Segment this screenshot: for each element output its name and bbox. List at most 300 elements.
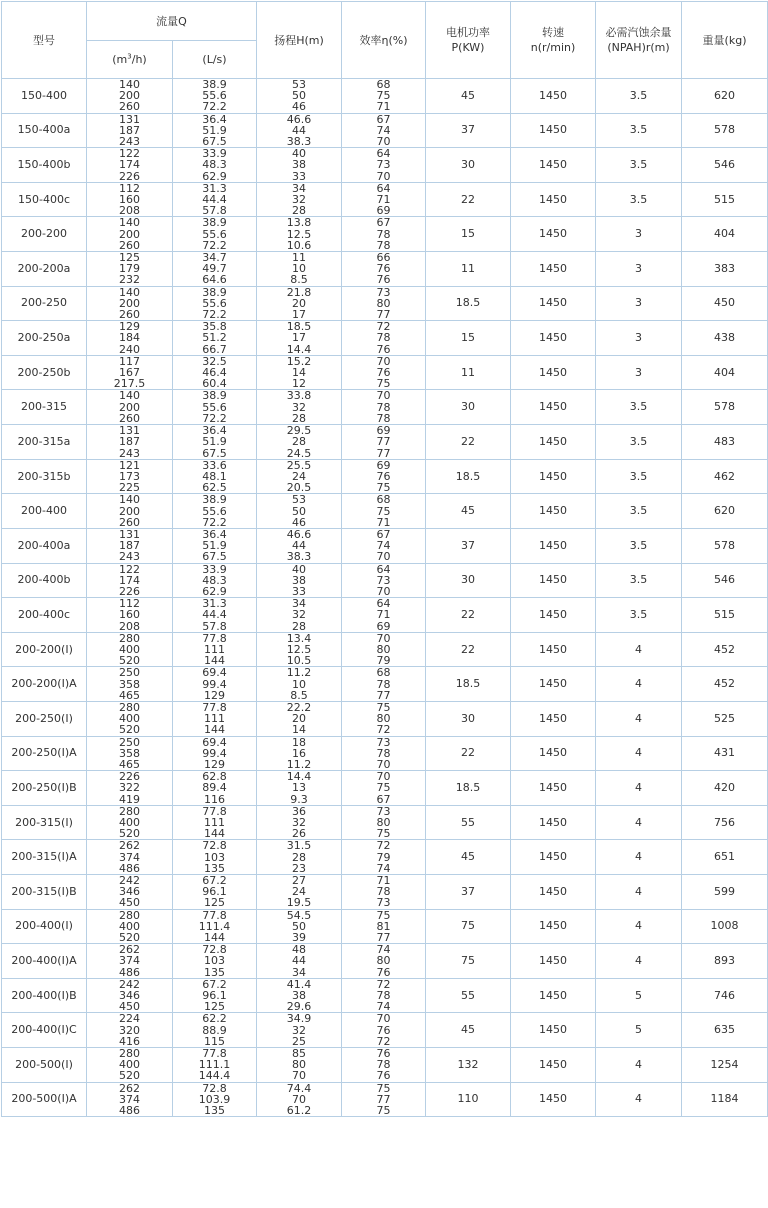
- head-cell: 12.5: [257, 229, 342, 240]
- flow-m3h-cell: 322: [87, 782, 173, 793]
- flow-m3h-cell: 232: [87, 274, 173, 286]
- speed-cell: 1450: [511, 494, 596, 529]
- efficiency-cell: 74: [342, 540, 426, 551]
- head-cell: 18: [257, 736, 342, 748]
- head-cell: 50: [257, 90, 342, 101]
- npsh-cell: 3.5: [596, 390, 682, 425]
- speed-cell: 1450: [511, 321, 596, 356]
- head-cell: 15.2: [257, 355, 342, 367]
- efficiency-cell: 74: [342, 863, 426, 875]
- flow-ls-cell: 99.4: [173, 679, 257, 690]
- head-cell: 34: [257, 967, 342, 979]
- speed-cell: 1450: [511, 598, 596, 633]
- efficiency-cell: 75: [342, 782, 426, 793]
- efficiency-cell: 67: [342, 217, 426, 229]
- head-cell: 28: [257, 621, 342, 633]
- flow-ls-cell: 67.5: [173, 136, 257, 148]
- flow-m3h-cell: 262: [87, 1082, 173, 1094]
- speed-cell: 1450: [511, 390, 596, 425]
- head-cell: 14: [257, 367, 342, 378]
- head-cell: 8.5: [257, 690, 342, 702]
- model-cell: 200-200(I)A: [2, 667, 87, 702]
- flow-ls-cell: 77.8: [173, 632, 257, 644]
- flow-m3h-cell: 140: [87, 286, 173, 298]
- npsh-cell: 4: [596, 875, 682, 910]
- flow-ls-cell: 111: [173, 817, 257, 828]
- flow-m3h-cell: 160: [87, 609, 173, 620]
- speed-cell: 1450: [511, 425, 596, 460]
- power-cell: 11: [426, 252, 511, 287]
- flow-m3h-cell: 224: [87, 1013, 173, 1025]
- flow-m3h-cell: 520: [87, 828, 173, 840]
- flow-ls-cell: 144: [173, 828, 257, 840]
- power-cell: 37: [426, 113, 511, 148]
- efficiency-cell: 75: [342, 506, 426, 517]
- flow-ls-cell: 72.2: [173, 101, 257, 113]
- flow-ls-cell: 67.2: [173, 978, 257, 990]
- head-cell: 41.4: [257, 978, 342, 990]
- speed-cell: 1450: [511, 701, 596, 736]
- power-cell: 22: [426, 182, 511, 217]
- flow-m3h-cell: 280: [87, 701, 173, 713]
- efficiency-cell: 64: [342, 563, 426, 575]
- head-cell: 32: [257, 609, 342, 620]
- head-cell: 25: [257, 1036, 342, 1048]
- head-cell: 12: [257, 378, 342, 390]
- flow-m3h-cell: 374: [87, 955, 173, 966]
- speed-cell: 1450: [511, 1082, 596, 1117]
- flow-ls-cell: 115: [173, 1036, 257, 1048]
- flow-ls-cell: 88.9: [173, 1025, 257, 1036]
- model-cell: 200-200(I): [2, 632, 87, 667]
- model-cell: 200-400(I)A: [2, 944, 87, 979]
- head-cell: 74.4: [257, 1082, 342, 1094]
- table-row: [2, 805, 768, 817]
- flow-ls-cell: 51.9: [173, 540, 257, 551]
- speed-cell: 1450: [511, 805, 596, 840]
- efficiency-cell: 78: [342, 413, 426, 425]
- speed-cell: 1450: [511, 944, 596, 979]
- head-cell: 36: [257, 805, 342, 817]
- flow-ls-cell: 125: [173, 1001, 257, 1013]
- head-cell: 38: [257, 990, 342, 1001]
- npsh-cell: 4: [596, 909, 682, 944]
- efficiency-cell: 76: [342, 1025, 426, 1036]
- flow-m3h-cell: 358: [87, 748, 173, 759]
- flow-m3h-cell: 173: [87, 471, 173, 482]
- head-cell: 85: [257, 1048, 342, 1060]
- head-cell: 44: [257, 955, 342, 966]
- flow-m3h-cell: 179: [87, 263, 173, 274]
- flow-ls-cell: 96.1: [173, 990, 257, 1001]
- flow-m3h-cell: 250: [87, 736, 173, 748]
- flow-m3h-cell: 260: [87, 101, 173, 113]
- pump-spec-table: [1, 1, 768, 1117]
- flow-m3h-cell: 419: [87, 794, 173, 806]
- table-row: [2, 182, 768, 194]
- flow-ls-cell: 44.4: [173, 609, 257, 620]
- flow-ls-cell: 72.2: [173, 240, 257, 252]
- flow-m3h-cell: 240: [87, 344, 173, 356]
- efficiency-cell: 78: [342, 748, 426, 759]
- flow-m3h-cell: 184: [87, 332, 173, 343]
- efficiency-cell: 73: [342, 805, 426, 817]
- efficiency-cell: 68: [342, 494, 426, 506]
- speed-cell: 1450: [511, 632, 596, 667]
- flow-m3h-cell: 140: [87, 390, 173, 402]
- power-cell: 30: [426, 701, 511, 736]
- efficiency-cell: 76: [342, 1048, 426, 1060]
- head-cell: 26: [257, 828, 342, 840]
- flow-m3h-cell: 250: [87, 667, 173, 679]
- model-cell: 200-250(I)A: [2, 736, 87, 771]
- flow-m3h-cell: 465: [87, 690, 173, 702]
- efficiency-cell: 67: [342, 794, 426, 806]
- flow-ls-cell: 103: [173, 955, 257, 966]
- efficiency-cell: 69: [342, 621, 426, 633]
- flow-ls-cell: 72.2: [173, 517, 257, 529]
- efficiency-cell: 72: [342, 1036, 426, 1048]
- model-cell: 200-250(I): [2, 701, 87, 736]
- flow-ls-cell: 55.6: [173, 506, 257, 517]
- model-cell: 200-400: [2, 494, 87, 529]
- flow-m3h-cell: 374: [87, 852, 173, 863]
- flow-ls-cell: 51.9: [173, 125, 257, 136]
- weight-cell: 1254: [682, 1048, 768, 1083]
- model-cell: 200-500(I): [2, 1048, 87, 1083]
- flow-ls-cell: 48.3: [173, 575, 257, 586]
- npsh-cell: 4: [596, 805, 682, 840]
- speed-cell: 1450: [511, 252, 596, 287]
- flow-ls-cell: 111: [173, 644, 257, 655]
- efficiency-cell: 64: [342, 182, 426, 194]
- weight-cell: 483: [682, 425, 768, 460]
- npsh-cell: 3: [596, 217, 682, 252]
- model-cell: 200-400c: [2, 598, 87, 633]
- flow-m3h-cell: 280: [87, 632, 173, 644]
- weight-cell: 578: [682, 390, 768, 425]
- model-cell: 150-400: [2, 79, 87, 114]
- flow-ls-cell: 62.9: [173, 171, 257, 183]
- efficiency-cell: 80: [342, 298, 426, 309]
- flow-m3h-cell: 520: [87, 724, 173, 736]
- flow-ls-cell: 77.8: [173, 701, 257, 713]
- efficiency-cell: 76: [342, 274, 426, 286]
- table-row: [2, 1082, 768, 1094]
- speed-cell: 1450: [511, 1013, 596, 1048]
- head-cell: 18.5: [257, 321, 342, 333]
- efficiency-cell: 70: [342, 771, 426, 783]
- efficiency-cell: 64: [342, 598, 426, 610]
- flow-ls-cell: 36.4: [173, 528, 257, 540]
- efficiency-cell: 78: [342, 332, 426, 343]
- table-row: [2, 459, 768, 471]
- flow-m3h-cell: 260: [87, 413, 173, 425]
- table-row: [2, 286, 768, 298]
- efficiency-cell: 74: [342, 1001, 426, 1013]
- power-cell: 22: [426, 425, 511, 460]
- header-power: 电机功率 P(KW): [426, 2, 511, 79]
- head-cell: 50: [257, 921, 342, 932]
- speed-cell: 1450: [511, 182, 596, 217]
- header-flow-ls: (L/s): [173, 41, 257, 79]
- efficiency-cell: 73: [342, 159, 426, 170]
- efficiency-cell: 75: [342, 378, 426, 390]
- speed-cell: 1450: [511, 79, 596, 114]
- npsh-cell: 3.5: [596, 182, 682, 217]
- efficiency-cell: 75: [342, 828, 426, 840]
- flow-m3h-cell: 358: [87, 679, 173, 690]
- flow-ls-cell: 116: [173, 794, 257, 806]
- head-cell: 14.4: [257, 771, 342, 783]
- head-cell: 34.9: [257, 1013, 342, 1025]
- flow-ls-cell: 46.4: [173, 367, 257, 378]
- efficiency-cell: 72: [342, 724, 426, 736]
- flow-m3h-cell: 112: [87, 598, 173, 610]
- table-row: [2, 840, 768, 852]
- head-cell: 14: [257, 724, 342, 736]
- flow-ls-cell: 77.8: [173, 909, 257, 921]
- head-cell: 40: [257, 563, 342, 575]
- head-cell: 13.4: [257, 632, 342, 644]
- flow-m3h-cell: 208: [87, 205, 173, 217]
- model-cell: 200-315(I)B: [2, 875, 87, 910]
- head-cell: 12.5: [257, 644, 342, 655]
- header-head: 扬程H(m): [257, 2, 342, 79]
- speed-cell: 1450: [511, 909, 596, 944]
- head-cell: 29.6: [257, 1001, 342, 1013]
- weight-cell: 756: [682, 805, 768, 840]
- npsh-cell: 3.5: [596, 494, 682, 529]
- head-cell: 10.5: [257, 655, 342, 667]
- head-cell: 34: [257, 598, 342, 610]
- flow-m3h-cell: 131: [87, 528, 173, 540]
- speed-cell: 1450: [511, 667, 596, 702]
- model-cell: 200-400(I)C: [2, 1013, 87, 1048]
- power-cell: 75: [426, 909, 511, 944]
- power-cell: 18.5: [426, 286, 511, 321]
- head-cell: 14.4: [257, 344, 342, 356]
- model-cell: 200-315a: [2, 425, 87, 460]
- flow-ls-cell: 55.6: [173, 229, 257, 240]
- weight-cell: 404: [682, 355, 768, 390]
- flow-ls-cell: 77.8: [173, 1048, 257, 1060]
- flow-m3h-cell: 129: [87, 321, 173, 333]
- flow-ls-cell: 96.1: [173, 886, 257, 897]
- npsh-cell: 3: [596, 355, 682, 390]
- flow-ls-cell: 77.8: [173, 805, 257, 817]
- power-cell: 37: [426, 528, 511, 563]
- header-efficiency: 效率η(%): [342, 2, 426, 79]
- speed-cell: 1450: [511, 217, 596, 252]
- speed-cell: 1450: [511, 113, 596, 148]
- model-cell: 200-400b: [2, 563, 87, 598]
- efficiency-cell: 70: [342, 632, 426, 644]
- flow-m3h-cell: 200: [87, 402, 173, 413]
- flow-m3h-cell: 280: [87, 805, 173, 817]
- head-cell: 10.6: [257, 240, 342, 252]
- npsh-cell: 4: [596, 944, 682, 979]
- table-row: [2, 217, 768, 229]
- flow-ls-cell: 72.8: [173, 840, 257, 852]
- flow-ls-cell: 72.8: [173, 944, 257, 956]
- efficiency-cell: 71: [342, 875, 426, 887]
- flow-ls-cell: 67.2: [173, 875, 257, 887]
- head-cell: 70: [257, 1094, 342, 1105]
- flow-ls-cell: 62.5: [173, 482, 257, 494]
- power-cell: 18.5: [426, 459, 511, 494]
- efficiency-cell: 69: [342, 459, 426, 471]
- efficiency-cell: 80: [342, 713, 426, 724]
- efficiency-cell: 70: [342, 136, 426, 148]
- head-cell: 28: [257, 436, 342, 447]
- efficiency-cell: 76: [342, 967, 426, 979]
- model-cell: 200-315(I)A: [2, 840, 87, 875]
- table-row: [2, 425, 768, 437]
- table-row: [2, 944, 768, 956]
- flow-ls-cell: 72.8: [173, 1082, 257, 1094]
- weight-cell: 1008: [682, 909, 768, 944]
- model-cell: 150-400a: [2, 113, 87, 148]
- power-cell: 18.5: [426, 667, 511, 702]
- efficiency-cell: 72: [342, 840, 426, 852]
- head-cell: 23: [257, 863, 342, 875]
- efficiency-cell: 80: [342, 817, 426, 828]
- npsh-cell: 3.5: [596, 113, 682, 148]
- npsh-cell: 4: [596, 736, 682, 771]
- flow-m3h-cell: 520: [87, 655, 173, 667]
- head-cell: 46.6: [257, 113, 342, 125]
- power-cell: 15: [426, 217, 511, 252]
- table-row: [2, 909, 768, 921]
- efficiency-cell: 75: [342, 701, 426, 713]
- efficiency-cell: 73: [342, 897, 426, 909]
- efficiency-cell: 78: [342, 240, 426, 252]
- efficiency-cell: 80: [342, 644, 426, 655]
- flow-ls-cell: 111.1: [173, 1059, 257, 1070]
- flow-ls-cell: 57.8: [173, 621, 257, 633]
- power-cell: 30: [426, 148, 511, 183]
- power-cell: 22: [426, 632, 511, 667]
- npsh-cell: 3: [596, 286, 682, 321]
- header-flow: 流量Q: [87, 2, 257, 41]
- table-row: [2, 701, 768, 713]
- model-cell: 200-315b: [2, 459, 87, 494]
- efficiency-cell: 70: [342, 1013, 426, 1025]
- head-cell: 21.8: [257, 286, 342, 298]
- speed-cell: 1450: [511, 978, 596, 1013]
- head-cell: 24.5: [257, 448, 342, 460]
- flow-m3h-cell: 400: [87, 1059, 173, 1070]
- weight-cell: 620: [682, 494, 768, 529]
- flow-ls-cell: 33.6: [173, 459, 257, 471]
- weight-cell: 635: [682, 1013, 768, 1048]
- flow-m3h-cell: 122: [87, 563, 173, 575]
- model-cell: 200-250a: [2, 321, 87, 356]
- flow-m3h-cell: 131: [87, 113, 173, 125]
- npsh-cell: 3.5: [596, 425, 682, 460]
- power-cell: 55: [426, 978, 511, 1013]
- weight-cell: 452: [682, 632, 768, 667]
- npsh-cell: 4: [596, 840, 682, 875]
- npsh-cell: 4: [596, 1048, 682, 1083]
- efficiency-cell: 71: [342, 517, 426, 529]
- efficiency-cell: 77: [342, 309, 426, 321]
- flow-m3h-cell: 121: [87, 459, 173, 471]
- power-cell: 75: [426, 944, 511, 979]
- efficiency-cell: 79: [342, 852, 426, 863]
- flow-m3h-cell: 140: [87, 217, 173, 229]
- flow-m3h-cell: 160: [87, 194, 173, 205]
- efficiency-cell: 74: [342, 125, 426, 136]
- speed-cell: 1450: [511, 563, 596, 598]
- flow-ls-cell: 36.4: [173, 425, 257, 437]
- flow-ls-cell: 62.9: [173, 586, 257, 598]
- head-cell: 11.2: [257, 759, 342, 771]
- flow-m3h-cell: 260: [87, 309, 173, 321]
- head-cell: 20: [257, 298, 342, 309]
- model-cell: 200-400(I): [2, 909, 87, 944]
- efficiency-cell: 67: [342, 113, 426, 125]
- speed-cell: 1450: [511, 355, 596, 390]
- flow-ls-cell: 33.9: [173, 563, 257, 575]
- flow-ls-cell: 60.4: [173, 378, 257, 390]
- head-cell: 46: [257, 101, 342, 113]
- weight-cell: 1184: [682, 1082, 768, 1117]
- table-row: [2, 632, 768, 644]
- head-cell: 53: [257, 494, 342, 506]
- model-cell: 200-400(I)B: [2, 978, 87, 1013]
- flow-ls-cell: 103.9: [173, 1094, 257, 1105]
- table-row: [2, 667, 768, 679]
- flow-m3h-cell: 112: [87, 182, 173, 194]
- power-cell: 55: [426, 805, 511, 840]
- npsh-cell: 3.5: [596, 459, 682, 494]
- efficiency-cell: 71: [342, 609, 426, 620]
- table-row: [2, 390, 768, 402]
- flow-m3h-cell: 486: [87, 967, 173, 979]
- table-row: [2, 875, 768, 887]
- speed-cell: 1450: [511, 840, 596, 875]
- efficiency-cell: 75: [342, 90, 426, 101]
- flow-m3h-cell: 225: [87, 482, 173, 494]
- weight-cell: 462: [682, 459, 768, 494]
- flow-ls-cell: 69.4: [173, 736, 257, 748]
- table-header: [2, 2, 768, 79]
- flow-ls-cell: 55.6: [173, 402, 257, 413]
- efficiency-cell: 77: [342, 690, 426, 702]
- flow-ls-cell: 33.9: [173, 148, 257, 160]
- weight-cell: 546: [682, 563, 768, 598]
- head-cell: 10: [257, 679, 342, 690]
- flow-ls-cell: 67.5: [173, 551, 257, 563]
- flow-m3h-cell: 260: [87, 240, 173, 252]
- weight-cell: 651: [682, 840, 768, 875]
- efficiency-cell: 78: [342, 679, 426, 690]
- header-npsh: 必需汽蚀余量 (NPAH)r(m): [596, 2, 682, 79]
- efficiency-cell: 66: [342, 252, 426, 264]
- flow-m3h-cell: 320: [87, 1025, 173, 1036]
- efficiency-cell: 78: [342, 886, 426, 897]
- head-cell: 13.8: [257, 217, 342, 229]
- power-cell: 18.5: [426, 771, 511, 806]
- head-cell: 54.5: [257, 909, 342, 921]
- head-cell: 28: [257, 413, 342, 425]
- flow-ls-cell: 38.9: [173, 79, 257, 91]
- flow-m3h-cell: 200: [87, 229, 173, 240]
- flow-m3h-cell: 226: [87, 771, 173, 783]
- efficiency-cell: 78: [342, 229, 426, 240]
